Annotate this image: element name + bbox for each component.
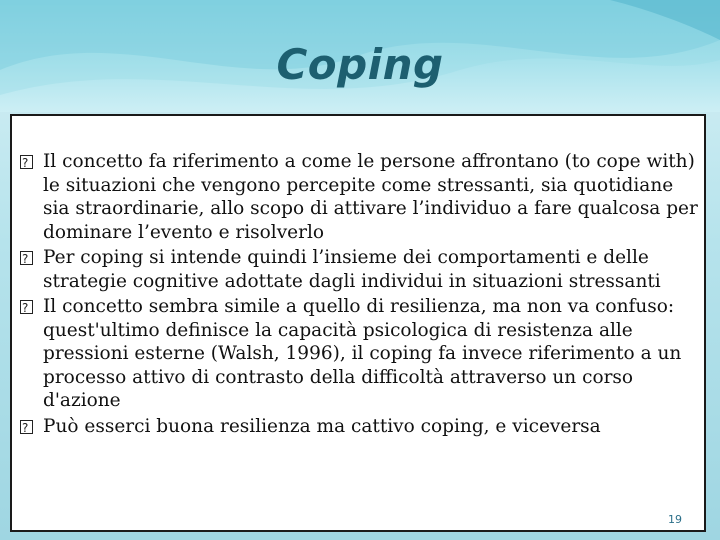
bullet-text: Il concetto fa riferimento a come le persone affrontano (to cope with) le situazioni che vengono percepite come stressanti, sia quotidiane sia straordinarie, allo scopo di attivare l’individuo a fare qualcosa per dominare l’evento e risolverlo: [43, 151, 698, 243]
missing-glyph-icon: [20, 300, 33, 314]
bullet-item: [20, 150, 704, 244]
missing-glyph-icon: [20, 155, 33, 169]
missing-glyph-icon: [20, 251, 33, 265]
bullet-item: [20, 295, 704, 413]
slide-title: Coping: [276, 40, 444, 89]
bullet-text: Per coping si intende quindi l’insieme dei comportamenti e delle strategie cognitive adottate dagli individui in situazioni stressanti: [43, 247, 661, 292]
bullet-item: [20, 415, 704, 439]
bullet-text: Può esserci buona resilienza ma cattivo coping, e viceversa: [43, 415, 601, 437]
page-number: 19: [668, 513, 682, 526]
bullet-item: [20, 246, 704, 293]
missing-glyph-icon: [20, 420, 33, 434]
content-box: [10, 114, 706, 532]
bullet-list: [20, 150, 704, 440]
bullet-text: Il concetto sembra simile a quello di resilienza, ma non va confuso: quest'ultimo definisce la capacità psicologica di resistenza alle pressioni esterne (Walsh, 1996), il coping fa invece riferimento a un processo attivo di contrasto della difficoltà attraverso un corso d'azione: [43, 296, 682, 411]
